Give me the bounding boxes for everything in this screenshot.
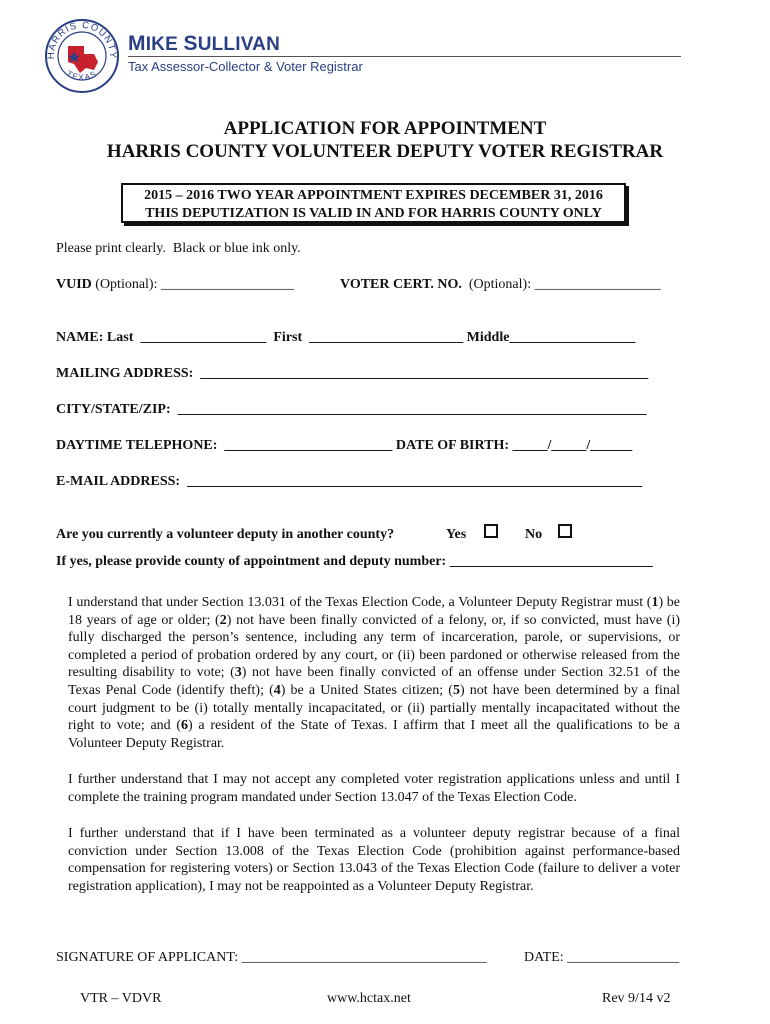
seal-top-text: HARRIS COUNTY <box>45 19 119 60</box>
p1-part-a: I understand that under Section 13.031 of the Texas Election Code, a Volunteer Deputy Registrar must ( <box>68 595 652 610</box>
website-link[interactable]: www.hctax.net <box>327 991 411 1006</box>
termination-paragraph: I further understand that if I have been terminated as a volunteer deputy registrar because of a final conviction under Section 13.008 of the Texas Election Code (prohibition against performance-based compensation for registering voters) or Section 13.043 of the Texas Election Code (failure to deliver a voter registration application), I may not be reappointed as a Volunteer Deputy Registrar. <box>68 826 680 894</box>
name-initial: S <box>183 32 198 55</box>
mailing-address-field[interactable]: MAILING ADDRESS: ________________________________________________________________ <box>56 366 649 381</box>
other-county-question: Are you currently a volunteer deputy in another county? <box>56 527 395 542</box>
name-rest: IKE <box>145 34 184 55</box>
notice-line1: 2015 – 2016 TWO YEAR APPOINTMENT EXPIRES DECEMBER 31, 2016 <box>144 188 603 203</box>
p1-part-f: ) not have been determined by a final court judgment to be (i) totally mentally incapacitated, or (ii) partially mentally incapacitated without the right to vote; and ( <box>68 682 681 734</box>
telephone-dob-field-row[interactable]: DAYTIME TELEPHONE: ________________________ DATE OF BIRTH: _____/_____/______ <box>56 438 633 453</box>
no-label: No <box>525 527 543 542</box>
signature-field[interactable]: SIGNATURE OF APPLICANT: ___________________________________ <box>56 950 487 965</box>
p1-part-c: ) not have been finally convicted of a felony, or, if so convicted, must have (i) fully discharged the person’s sentence, including any term of incarceration, parole, or supervisions, or completed a period of probation ordered by any court, or (ii) been pardoned or otherwise released from the resulting disability to vote; ( <box>68 612 681 681</box>
training-paragraph: I further understand that I may not accept any completed voter registration applications unless and until I complete the training program mandated under Section 13.047 of the Texas Election Code. <box>68 772 680 805</box>
qual-number-5: 5 <box>452 682 460 698</box>
official-title: Tax Assessor-Collector & Voter Registrar <box>128 59 363 74</box>
county-deputy-number-field[interactable]: If yes, please provide county of appointment and deputy number: _____________________________ <box>56 554 653 569</box>
qual-number-2: 2 <box>219 612 227 628</box>
seal-bottom-text: TEXAS <box>65 68 99 83</box>
qualifications-paragraph <box>68 594 680 752</box>
harris-county-seal-logo <box>44 18 120 94</box>
no-checkbox[interactable] <box>558 524 572 538</box>
appointment-notice-box <box>121 183 626 223</box>
revision-label: Rev 9/14 v2 <box>602 991 671 1006</box>
header-divider <box>128 56 681 57</box>
p1-part-b: ) be 18 years of age or older; ( <box>68 595 680 628</box>
name-initial: M <box>128 32 146 55</box>
p1-part-d: ) not have been finally convicted of an offense under Section 32.51 of the Texas Penal Code (identify theft); ( <box>68 665 680 698</box>
form-title-line1: APPLICATION FOR APPOINTMENT <box>223 118 547 139</box>
p1-part-g: ) a resident of the State of Texas. I affirm that I meet all the qualifications to be a Volunteer Deputy Registrar. <box>68 718 680 751</box>
qual-number-4: 4 <box>273 682 281 698</box>
notice-line2: THIS DEPUTIZATION IS VALID IN AND FOR HARRIS COUNTY ONLY <box>145 206 602 221</box>
name-field-row[interactable]: NAME: Last __________________ First ______________________ Middle__________________ <box>56 330 636 345</box>
yes-checkbox[interactable] <box>484 524 498 538</box>
p1-part-e: ) be a United States citizen; ( <box>280 682 453 698</box>
qual-number-1: 1 <box>651 595 659 610</box>
date-field[interactable]: DATE: ________________ <box>524 950 680 965</box>
email-address-field[interactable]: E-MAIL ADDRESS: _________________________________________________________________ <box>56 474 643 489</box>
voter-cert-field[interactable] <box>340 277 661 293</box>
form-title-line2: HARRIS COUNTY VOLUNTEER DEPUTY VOTER REGISTRAR <box>106 141 664 162</box>
vuid-label: VUID <box>56 277 92 292</box>
official-name <box>128 32 280 56</box>
instructions-text: Please print clearly. Black or blue ink only. <box>56 241 301 256</box>
yes-label: Yes <box>446 527 467 542</box>
name-rest: ULLIVAN <box>197 34 281 55</box>
voter-cert-label: VOTER CERT. NO. <box>340 277 462 292</box>
vuid-field[interactable] <box>56 277 294 293</box>
qual-number-3: 3 <box>234 665 242 681</box>
vuid-input-line[interactable]: (Optional): ___________________ <box>91 277 294 292</box>
city-state-zip-field[interactable]: CITY/STATE/ZIP: ___________________________________________________________________ <box>56 402 647 417</box>
voter-cert-input-line[interactable]: (Optional): __________________ <box>461 277 661 292</box>
form-id: VTR – VDVR <box>80 991 162 1006</box>
qual-number-6: 6 <box>181 718 189 734</box>
